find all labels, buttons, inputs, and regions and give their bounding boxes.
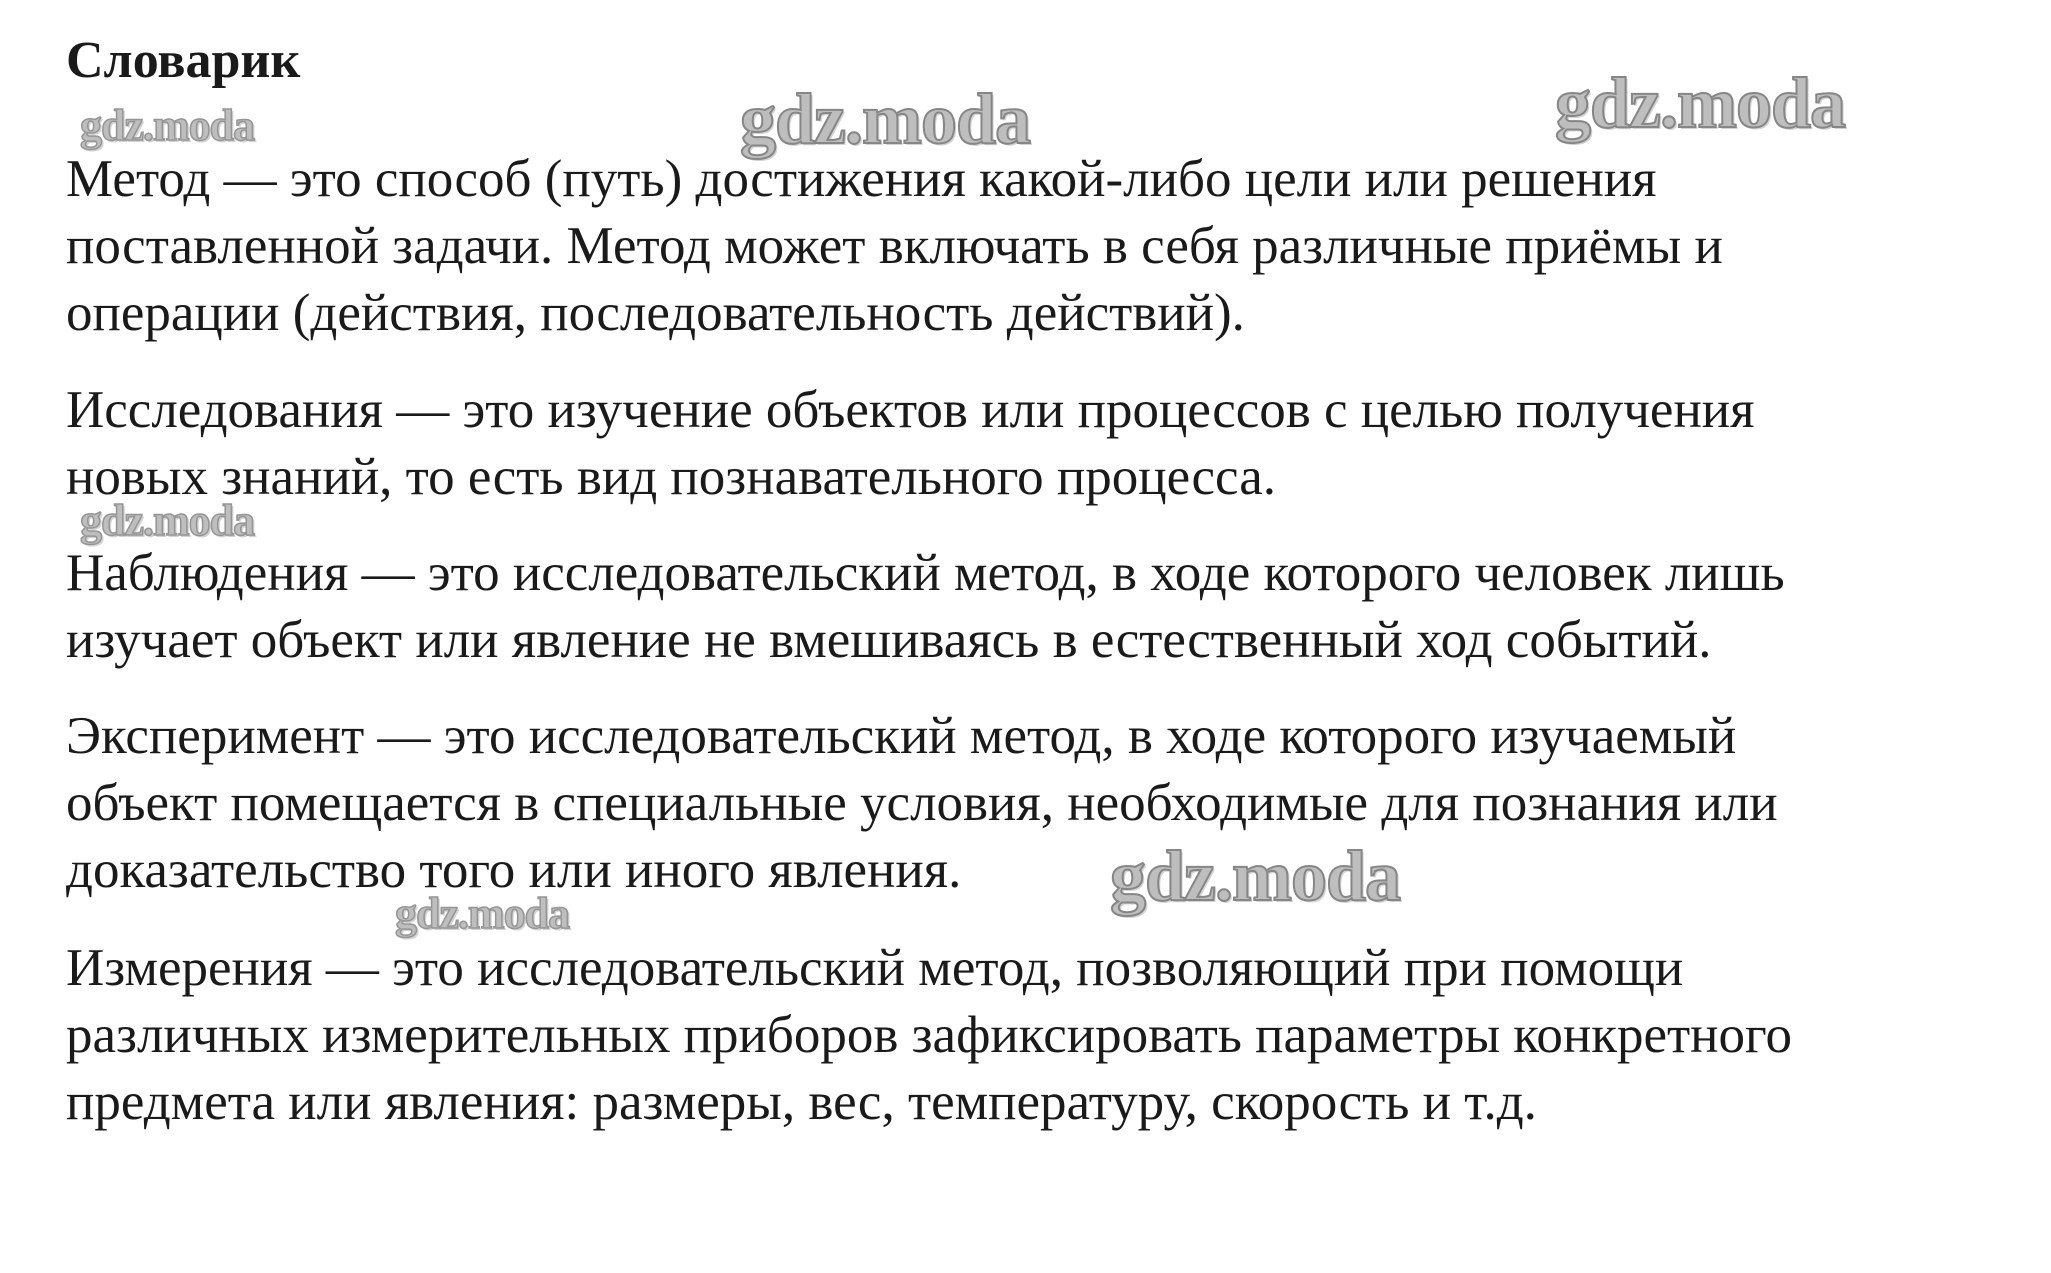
text-line: доказательство того или иного явления. — [66, 841, 962, 899]
text-line: Наблюдения — это исследовательский метод, в ходе которого человек лишь — [66, 544, 1785, 602]
text-line: предмета или явления: размеры, вес, температуру, скорость и т.д. — [66, 1073, 1537, 1131]
text-line: Исследования — это изучение объектов или процессов с целью получения — [66, 381, 1755, 439]
text-line: различных измерительных приборов зафиксировать параметры конкретного — [66, 1006, 1792, 1064]
page-title: Словарик — [66, 32, 301, 89]
watermark: gdz.moda — [80, 496, 255, 545]
definition-observation — [66, 540, 2026, 674]
text-line: объект помещается в специальные условия, необходимые для познания или — [66, 774, 1778, 832]
definition-measurement — [66, 935, 2026, 1136]
watermark: gdz.moda — [1110, 836, 1401, 916]
definition-experiment — [66, 703, 2026, 904]
text-line: Метод — это способ (путь) достижения какой-либо цели или решения — [66, 150, 1657, 208]
watermark: gdz.moda — [395, 889, 570, 938]
text-line: поставленной задачи. Метод может включать в себя различные приёмы и — [66, 217, 1723, 275]
text-line: Эксперимент — это исследовательский метод, в ходе которого изучаемый — [66, 707, 1737, 765]
watermark: gdz.moda — [740, 79, 1031, 159]
text-line: новых знаний, то есть вид познавательного процесса. — [66, 448, 1276, 506]
text-line: операции (действия, последовательность действий). — [66, 284, 1245, 342]
watermark: gdz.moda — [1555, 63, 1846, 143]
definition-method — [66, 146, 2026, 347]
watermark: gdz.moda — [80, 101, 255, 150]
definition-research — [66, 377, 2026, 511]
text-line: Измерения — это исследовательский метод, позволяющий при помощи — [66, 939, 1684, 997]
text-line: изучает объект или явление не вмешиваясь в естественный ход событий. — [66, 611, 1712, 669]
